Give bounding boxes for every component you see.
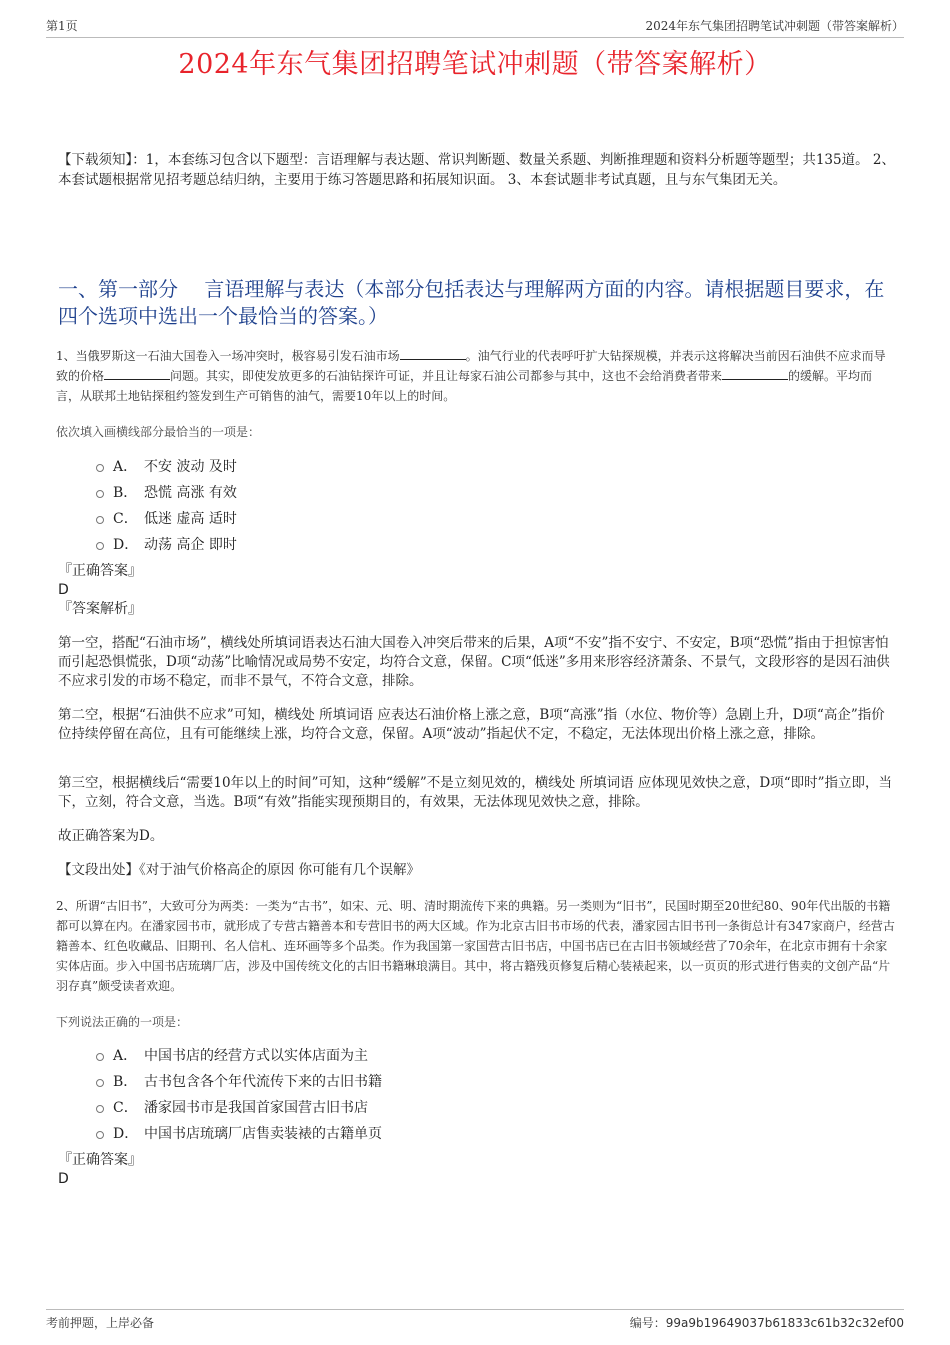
download-notice: 【下载须知】：1，本套练习包含以下题型：言语理解与表达题、常识判断题、数量关系题、判断推理题和资料分析题等题型；共135道。 2、本套试题根据常见招考题总结归纳，主要用于练习答题思路和拓展知识面。 3、本套试题非考试真题，且与东气集团无关。 [58,152,895,188]
radio-icon[interactable] [96,516,104,524]
q1-option-c[interactable]: C． 低迷 虚高 适时 [96,505,237,531]
analysis-conclusion: 故正确答案为D。 [58,828,164,844]
question-1-stem: 1、当俄罗斯这一石油大国卷入一场冲突时，极容易引发石油市场 。油气行业的代表呼吁扩大钻探规模，并表示这将解决当前因石油供不应求而导致的价格 问题。其实，即使发放更多的石油钻探许可证，并且让每家石油公司都参与其中，这也不会给消费者带来 的缓解。平均而言，从联邦土地钻探租约签发到生产可销售的油气，需要10年以上的时间。 [56,349,886,403]
analysis-paragraph-3: 第三空，根据横线后“需要10年以上的时间”可知，这种“缓解”不是立刻见效的，横线处 所填词语 应体现见效快之意，D项“即时”指立即，当下，立刻，符合文意，当选。B项“有效”指能实现预期目的，有效果，无法体现见效快之意，排除。 [58,775,892,810]
page-header [46,12,904,38]
q2-option-b[interactable]: B． 古书包含各个年代流传下来的古旧书籍 [96,1068,382,1094]
footer-code: 编号：99a9b19649037b61833c61b32c32ef00 [629,1316,904,1330]
q1-option-d[interactable]: D． 动荡 高企 即时 [96,531,237,557]
radio-icon[interactable] [96,1053,104,1061]
radio-icon[interactable] [96,464,104,472]
source-citation: 【文段出处】《对于油气价格高企的原因 你可能有几个误解》 [58,862,421,878]
section-title: 一、第一部分 言语理解与表达（本部分包括表达与理解两方面的内容。请根据题目要求，在四个选项中选出一个最恰当的答案。） [58,277,885,328]
q2-option-c[interactable]: C． 潘家园书市是我国首家国营古旧书店 [96,1094,382,1120]
analysis-label: 『答案解析』 [58,601,142,617]
answer-blank-3 [722,367,788,380]
q2-option-a[interactable]: A． 中国书店的经营方式以实体店面为主 [96,1042,382,1068]
answer-label: 『正确答案』 [58,563,142,579]
radio-icon[interactable] [96,1105,104,1113]
analysis-paragraph-2: 第二空，根据“石油供不应求”可知，横线处 所填词语 应表达石油价格上涨之意，B项“高涨”指（水位、物价等）急剧上升，D项“高企”指价位持续停留在高位，且有可能继续上涨，均符合文意，保留。A项“波动”指起伏不定，不稳定，无法体现出价格上涨之意，排除。 [58,707,885,742]
q1-option-a[interactable]: A． 不安 波动 及时 [96,453,237,479]
q1-option-b[interactable]: B． 恐慌 高涨 有效 [96,479,237,505]
page-title: 2024年东气集团招聘笔试冲刺题（带答案解析） [178,49,772,80]
answer-value: D [58,582,69,598]
radio-icon[interactable] [96,542,104,550]
question-2-prompt: 下列说法正确的一项是： [56,1015,189,1029]
radio-icon[interactable] [96,1131,104,1139]
page-number: 第1页 [46,19,78,33]
answer-value: D [58,1171,69,1187]
answer-blank-1 [400,347,466,360]
q2-option-d[interactable]: D． 中国书店琉璃厂店售卖装裱的古籍单页 [96,1120,382,1146]
q2-answer-block [58,1151,142,1189]
footer-slogan: 考前押题，上岸必备 [46,1316,155,1330]
answer-blank-2 [104,367,170,380]
question-1-prompt: 依次填入画横线部分最恰当的一项是： [56,425,261,439]
radio-icon[interactable] [96,1079,104,1087]
question-2-options [96,1042,382,1146]
header-doc-title: 2024年东气集团招聘笔试冲刺题（带答案解析） [645,19,904,33]
answer-label: 『正确答案』 [58,1152,142,1168]
radio-icon[interactable] [96,490,104,498]
q1-answer-block [58,562,142,619]
question-1-options [96,453,237,557]
page-footer [46,1309,904,1331]
analysis-paragraph-1: 第一空，搭配“石油市场”，横线处所填词语表达石油大国卷入冲突后带来的后果，A项“不安”指不安宁、不安定，B项“恐慌”指由于担惊害怕而引起恐惧慌张，D项“动荡”比喻情况或局势不安定，均符合文意，保留。C项“低迷”多用来形容经济萧条、不景气，文段形容的是因石油供不应求引发的市场不稳定，而非不景气，不符合文意，排除。 [58,635,890,689]
question-2-stem: 2、所谓“古旧书”，大致可分为两类：一类为“古书”，如宋、元、明、清时期流传下来的典籍。另一类则为“旧书”，民国时期至20世纪80、90年代出版的书籍都可以算在内。在潘家园书市，就形成了专营古籍善本和专营旧书的两大区域。作为北京古旧书市场的代表，潘家园古旧书刊一条街总计有347家商户，经营古籍善本、红色收藏品、旧期刊、名人信札、连环画等多个品类。作为我国第一家国营古旧书店，中国书店已在古旧书领域经营了70余年，在北京市拥有十余家实体店面。步入中国书店琉璃厂店，涉及中国传统文化的古旧书籍琳琅满目。其中，将古籍残页修复后精心装裱起来，以一页页的形式进行售卖的文创产品“片羽存真”颇受读者欢迎。 [56,899,895,993]
